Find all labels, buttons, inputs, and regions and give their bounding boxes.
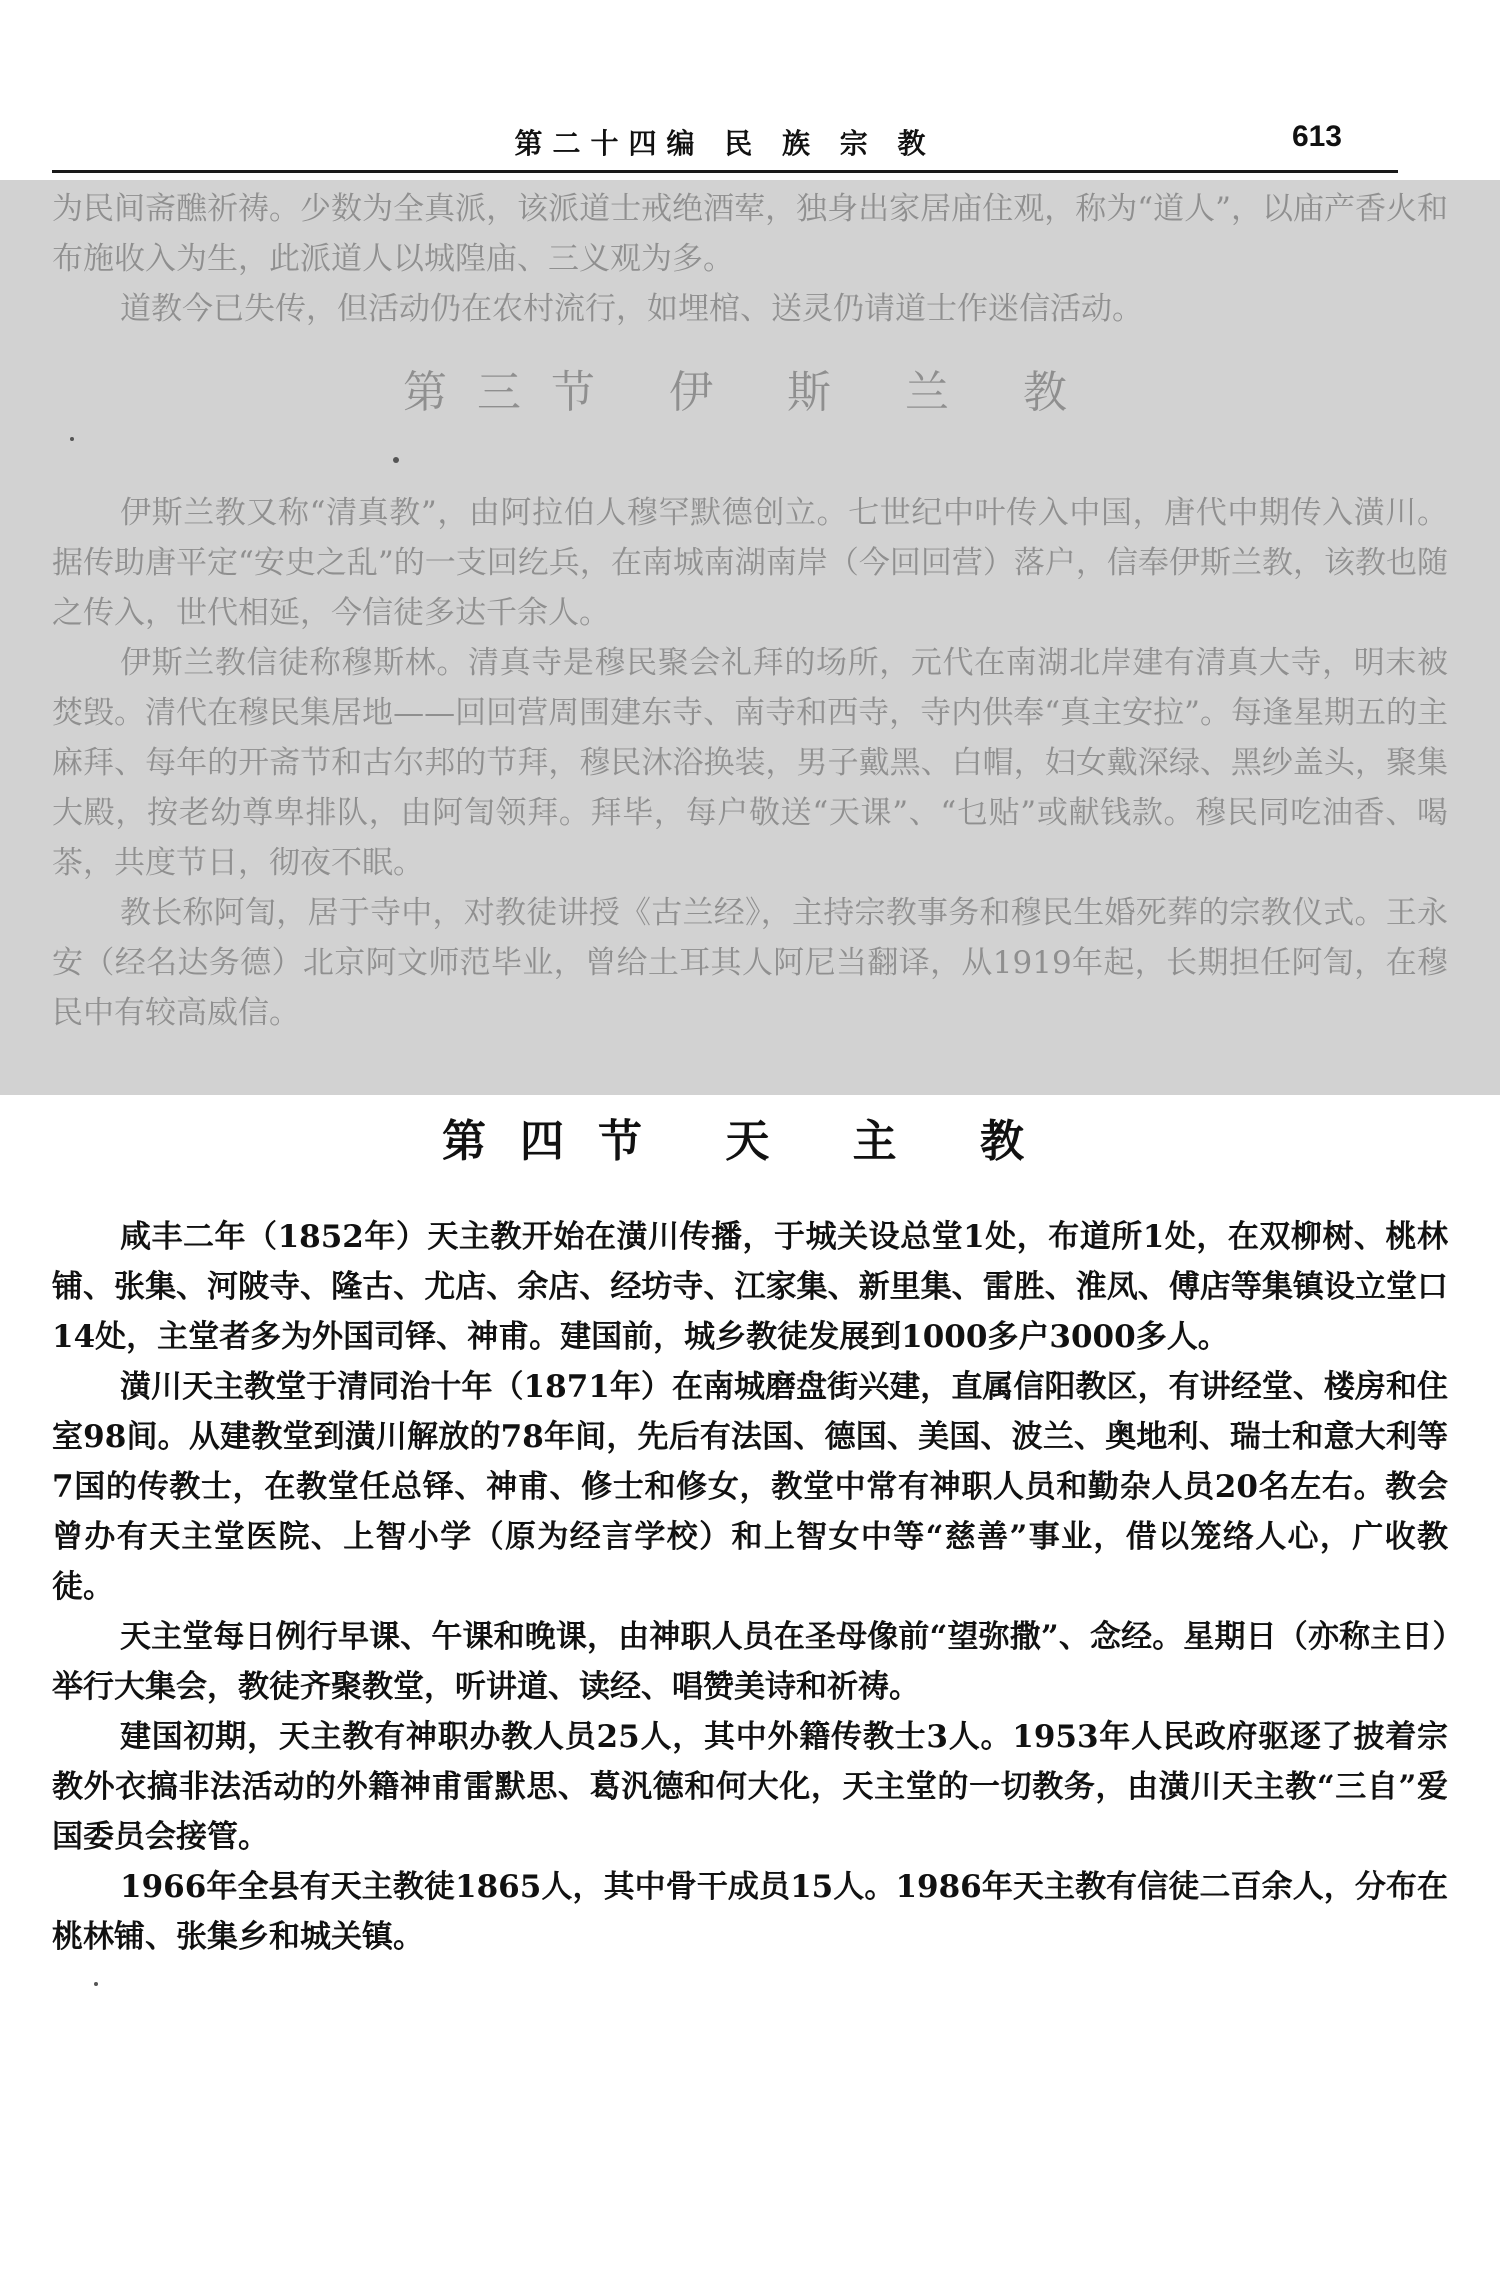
taoism-paragraph-2: 道教今已失传，但活动仍在农村流行，如埋棺、送灵仍请道士作迷信活动。 — [120, 291, 1143, 327]
section-catholicism — [52, 1112, 1448, 1962]
islam-paragraph-3: 教长称阿訇，居于寺中，对教徒讲授《古兰经》，主持宗教事务和穆民生婚死葬的宗教仪式。王永安（经名达务德）北京阿文师范毕业，曾给土耳其人阿尼当翻译，从1919年起，长期担任阿訇，在穆民中有较高威信。 — [52, 895, 1448, 1031]
section-heading-islam: 第三节 伊 斯 兰 教 — [403, 367, 1097, 418]
scan-speck — [94, 1982, 98, 1986]
section-heading-catholicism: 第四节 天 主 教 — [442, 1116, 1058, 1167]
page-number: 613 — [1291, 120, 1342, 153]
scan-speck — [393, 457, 399, 463]
taoism-continuation — [52, 184, 1448, 334]
page-header — [52, 108, 1398, 173]
running-title: 第二十四编 民 族 宗 教 — [514, 127, 936, 160]
catholic-paragraph-1: 咸丰二年（1852年）天主教开始在潢川传播，于城关设总堂1处，布道所1处，在双柳树、桃林铺、张集、河陂寺、隆古、尤店、余店、经坊寺、江家集、新里集、雷胜、淮凤、傅店等集镇设立堂口14处，主堂者多为外国司铎、神甫。建国前，城乡教徒发展到1000多户3000多人。 — [52, 1219, 1448, 1355]
islam-paragraph-2: 伊斯兰教信徒称穆斯林。清真寺是穆民聚会礼拜的场所，元代在南湖北岸建有清真大寺，明末被焚毁。清代在穆民集居地——回回营周围建东寺、南寺和西寺，寺内供奉“真主安拉”。每逢星期五的主麻拜、每年的开斋节和古尔邦的节拜，穆民沐浴换装，男子戴黑、白帽，妇女戴深绿、黑纱盖头，聚集大殿，按老幼尊卑排队，由阿訇领拜。拜毕，每户敬送“天课”、“乜贴”或献钱款。穆民同吃油香、喝茶，共度节日，彻夜不眠。 — [52, 645, 1448, 881]
scan-speck — [70, 437, 74, 441]
catholic-paragraph-5: 1966年全县有天主教徒1865人，其中骨干成员15人。1986年天主教有信徒二百余人，分布在桃林铺、张集乡和城关镇。 — [52, 1869, 1448, 1955]
catholic-paragraph-4: 建国初期，天主教有神职办教人员25人，其中外籍传教士3人。1953年人民政府驱逐了披着宗教外衣搞非法活动的外籍神甫雷默思、葛汎德和何大化，天主堂的一切教务，由潢川天主教“三自”爱国委员会接管。 — [52, 1719, 1448, 1855]
section-islam — [52, 367, 1448, 1038]
islam-paragraph-1: 伊斯兰教又称“清真教”，由阿拉伯人穆罕默德创立。七世纪中叶传入中国，唐代中期传入潢川。据传助唐平定“安史之乱”的一支回纥兵，在南城南湖南岸（今回回营）落户，信奉伊斯兰教，该教也随之传入，世代相延，今信徒多达千余人。 — [52, 495, 1448, 631]
faded-scan-region — [0, 180, 1500, 1095]
catholic-paragraph-2: 潢川天主教堂于清同治十年（1871年）在南城磨盘街兴建，直属信阳教区，有讲经堂、楼房和住室98间。从建教堂到潢川解放的78年间，先后有法国、德国、美国、波兰、奥地利、瑞士和意大利等7国的传教士，在教堂任总铎、神甫、修士和修女，教堂中常有神职人员和勤杂人员20名左右。教会曾办有天主堂医院、上智小学（原为经言学校）和上智女中等“慈善”事业，借以笼络人心，广收教徒。 — [52, 1369, 1448, 1605]
catholic-paragraph-3: 天主堂每日例行早课、午课和晚课，由神职人员在圣母像前“望弥撒”、念经。星期日（亦称主日）举行大集会，教徒齐聚教堂，听讲道、读经、唱赞美诗和祈祷。 — [52, 1619, 1448, 1705]
taoism-paragraph-1: 为民间斋醮祈祷。少数为全真派，该派道士戒绝酒荤，独身出家居庙住观，称为“道人”，以庙产香火和布施收入为生，此派道人以城隍庙、三义观为多。 — [52, 191, 1448, 277]
